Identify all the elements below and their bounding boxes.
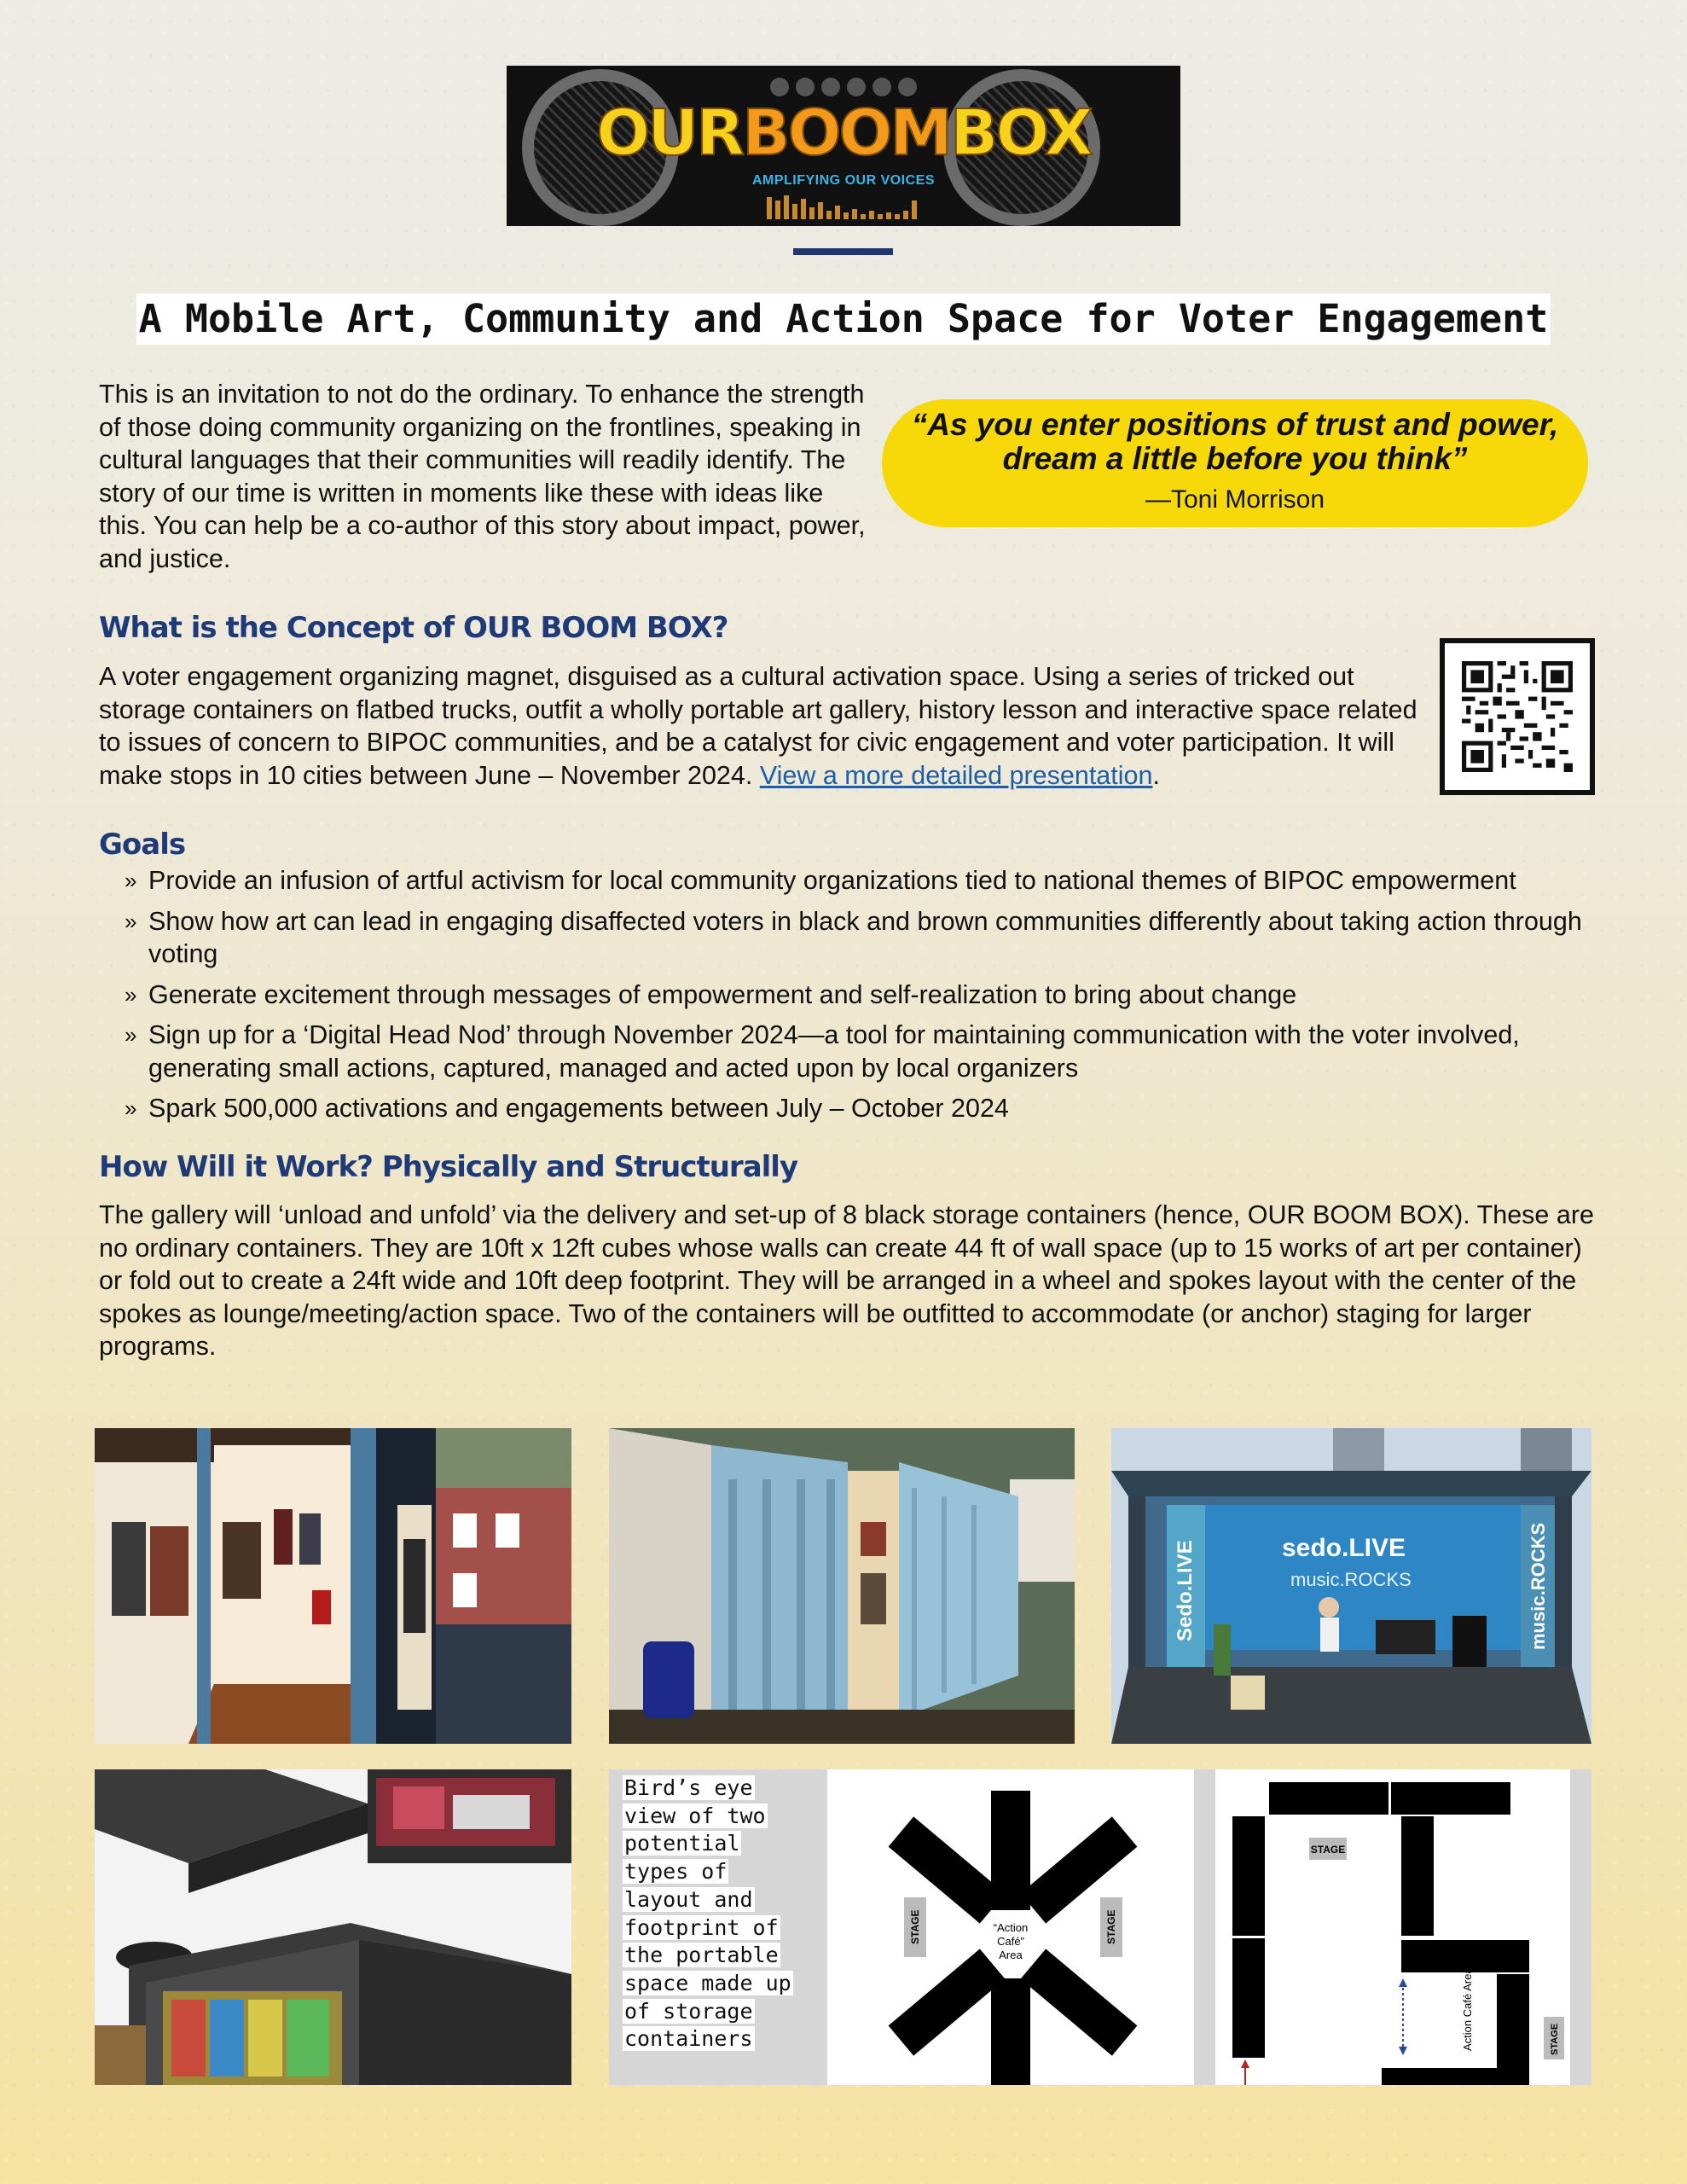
caption-line: footprint of: [624, 1914, 779, 1940]
sign-left: Sedo.LIVE: [1174, 1540, 1197, 1641]
caption-line: types of: [624, 1859, 728, 1885]
linear-layout-diagram: [1215, 1769, 1570, 2085]
action-cafe-label: Café”: [997, 1935, 1024, 1948]
goal-text: Provide an infusion of artful activism for local community organizations tied to national themes of BIPOC empowerment: [148, 866, 1516, 895]
concept-heading: What is the Concept of OUR BOOM BOX?: [99, 611, 728, 645]
concept-paragraph: [99, 660, 1429, 792]
goal-text: Sign up for a ‘Digital Head Nod’ through November 2024—a tool for maintaining communication with the voter involved, generating small actions, captured, managed and acted upon by local organizers: [148, 1020, 1520, 1083]
goals-list: [125, 864, 1591, 1133]
caption-line: space made up: [624, 1970, 791, 1995]
stage-container-photo: [1111, 1428, 1591, 1744]
intro-paragraph: This is an invitation to not do the ordinary. To enhance the strength of those doing community organizing on the frontlines, speaking in cultural languages that their communities will readily identify. The story of our time is written in moments like these with ideas like this. You can help be a co-author of this story about impact, power, and justice.: [99, 380, 866, 573]
caption-line: layout and: [624, 1886, 753, 1912]
goal-text: Generate excitement through messages of empowerment and self-realization to bring about change: [148, 979, 1297, 1009]
blue-container-photo: [609, 1428, 1075, 1744]
boombox-knobs: [747, 78, 940, 96]
wheel-layout-diagram: [827, 1769, 1194, 2085]
how-paragraph: The gallery will ‘unload and unfold’ via the delivery and set-up of 8 black storage containers (hence, OUR BOOM BOX). These are no ordinary containers. They are 10ft x 12ft cubes whose walls can create 44 ft of wall space (up to 15 works of art per container) or fold out to create a 24ft wide and 10ft deep footprint. They will be arranged in a wheel and spokes layout with the center of the spokes as lounge/meeting/action space. Two of the containers will be outfitted to accommodate (or anchor) staging for larger programs.: [99, 1200, 1594, 1361]
gallery-interior-photo: [95, 1428, 571, 1744]
quote-author: —Toni Morrison: [1145, 485, 1325, 514]
bullet-icon: »: [125, 868, 137, 893]
qr-code-icon: [1462, 660, 1573, 773]
sign-right: music.ROCKS: [1528, 1522, 1549, 1650]
container-rendering-photo: [95, 1769, 571, 2085]
list-item: [125, 905, 1591, 971]
quote-text: “As you enter positions of trust and power, dream a little before you think”: [911, 407, 1559, 476]
goal-text: Spark 500,000 activations and engagements between July – October 2024: [148, 1094, 1009, 1123]
birds-eye-caption: [623, 1774, 819, 2053]
caption-line: of storage: [624, 1998, 753, 2024]
quote-callout: [882, 399, 1588, 527]
page-title: A Mobile Art, Community and Action Space for Voter Engagement: [136, 293, 1551, 345]
concept-body: A voter engagement organizing magnet, disguised as a cultural activation space. Using a series of tricked out storage containers on flatbed trucks, outfit a wholly portable art gallery, history lesson and interactive space related to issues of concern to BIPOC communities, and be a catalyst for civic engagement and voter participation. It will make stops in 10 cities between June – November 2024.: [99, 662, 1417, 790]
logo-tagline: AMPLIFYING OUR VOICES: [751, 173, 936, 188]
list-item: [125, 1092, 1591, 1125]
concept-period: .: [1152, 760, 1160, 790]
container-spoke: [991, 1978, 1030, 2085]
container-spoke: [889, 1949, 1006, 2055]
logo-wordmark: [592, 96, 1095, 170]
action-cafe-label: “Action: [993, 1921, 1029, 1934]
goal-text: Show how art can lead in engaging disaffected voters in black and brown communities differently about taking action through voting: [148, 906, 1582, 968]
equalizer-icon: [767, 194, 917, 219]
caption-line: containers: [624, 2026, 753, 2052]
presentation-link[interactable]: View a more detailed presentation: [759, 760, 1153, 790]
logo-word-box: BOX: [950, 96, 1091, 170]
bullet-icon: »: [125, 908, 137, 934]
bullet-icon: »: [125, 1095, 137, 1121]
container-spoke: [1021, 1949, 1138, 2055]
list-item: [125, 979, 1591, 1012]
action-cafe-area-label: Action Café Area: [1461, 1967, 1474, 2051]
caption-line: view of two: [624, 1803, 766, 1828]
logo-divider: [793, 248, 893, 255]
stage-label-right: STAGE: [1105, 1909, 1117, 1944]
qr-code[interactable]: [1440, 638, 1595, 795]
stage-label-bottom: STAGE: [1550, 2023, 1560, 2055]
caption-line: the portable: [624, 1943, 779, 1968]
stage-label-top: STAGE: [1310, 1844, 1346, 1856]
stage-label-left: STAGE: [909, 1909, 921, 1944]
banner-music-rocks: music.ROCKS: [1290, 1569, 1412, 1590]
bullet-icon: »: [125, 981, 137, 1008]
logo-word-our: OUR: [596, 96, 743, 170]
logo-word-boom: BOOM: [742, 96, 951, 170]
action-cafe-label: Area: [999, 1949, 1023, 1961]
list-item: [125, 1019, 1591, 1084]
bullet-icon: »: [125, 1022, 137, 1048]
banner-sedo-live: sedo.LIVE: [1282, 1534, 1406, 1562]
list-item: [125, 864, 1591, 897]
our-boom-box-logo: [507, 66, 1180, 226]
goals-heading: Goals: [99, 828, 186, 862]
caption-line: Bird’s eye: [624, 1775, 753, 1800]
how-heading: How Will it Work? Physically and Structurally: [99, 1150, 798, 1184]
caption-line: potential: [624, 1831, 740, 1856]
